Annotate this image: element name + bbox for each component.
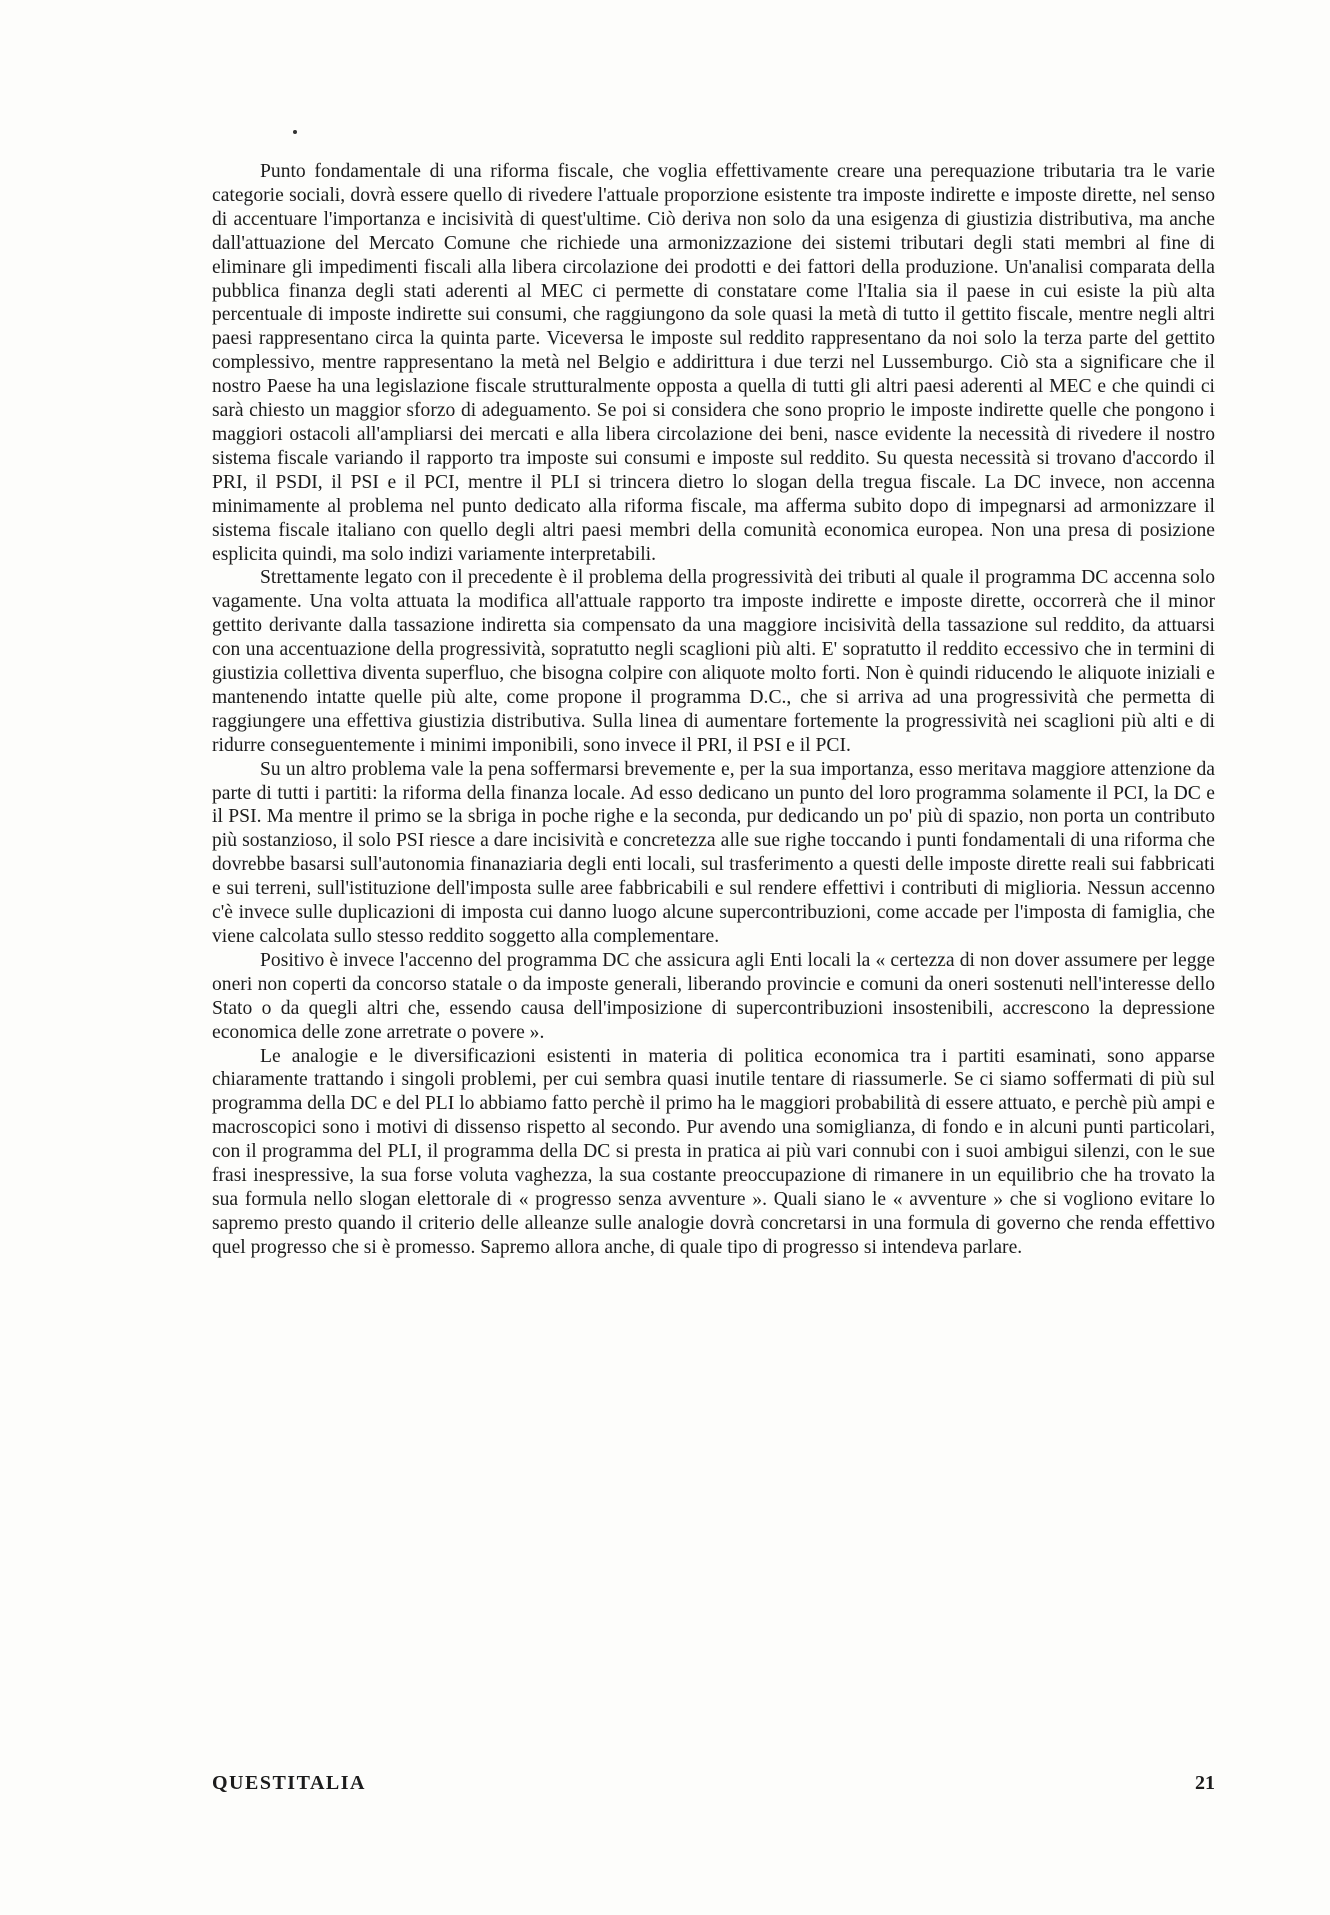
paragraph-fiscal-reform: Punto fondamentale di una riforma fiscale, che voglia effettivamente creare una perequazione tributaria tra le varie categorie sociali, dovrà essere quello di rivedere l'attuale proporzione esistente tra imposte indirette e imposte dirette, nel senso di accentuare l'importanza e incisività di quest'ultime. Ciò deriva non solo da una esigenza di giustizia distributiva, ma anche dall'attuazione del Mercato Comune che richiede una armonizzazione dei sistemi tributari degli stati membri al fine di eliminare gli impedimenti fiscali alla libera circolazione dei prodotti e dei fattori della produzione. Un'analisi comparata della pubblica finanza degli stati aderenti al MEC ci permette di constatare come l'Italia sia il paese in cui esiste la più alta percentuale di imposte indirette sui consumi, che raggiungono da sole quasi la metà di tutto il gettito fiscale, mentre negli altri paesi rappresentano circa la quinta parte. Viceversa le imposte sul reddito rappresentano da noi solo la terza parte del gettito complessivo, mentre rappresentano la metà nel Belgio e addirittura i due terzi nel Lussemburgo. Ciò sta a significare che il nostro Paese ha una legislazione fiscale strutturalmente opposta a quella di tutti gli altri paesi aderenti al MEC e che quindi ci sarà chiesto un maggior sforzo di adeguamento. Se poi si considera che sono proprio le imposte indirette quelle che pongono i maggiori ostacoli all'ampliarsi dei mercati e alla libera circolazione dei beni, nasce evidente la necessità di rivedere il nostro sistema fiscale variando il rapporto tra imposte sui consumi e imposte sul reddito. Su questa necessità si trovano d'accordo il PRI, il PSDI, il PSI e il PCI, mentre il PLI si trincera dietro lo slogan della tregua fiscale. La DC invece, non accenna minimamente al problema nel punto dedicato alla riforma fiscale, ma afferma subito dopo di impegnarsi ad armonizzare il sistema fiscale italiano con quello degli altri paesi membri della comunità economica europea. Non una presa di posizione esplicita quindi, ma solo indizi variamente interpretabili.: [212, 161, 1215, 565]
journal-title: QUESTITALIA: [212, 1772, 366, 1794]
page-number: 21: [1195, 1772, 1215, 1794]
print-speck: [293, 130, 297, 134]
page-footer: [212, 1772, 1215, 1802]
article-body: [212, 160, 1215, 1260]
paragraph-local-finance: Su un altro problema vale la pena soffermarsi brevemente e, per la sua importanza, esso meritava maggiore attenzione da parte di tutti i partiti: la riforma della finanza locale. Ad esso dedicano un punto del loro programma solamente il PCI, la DC e il PSI. Ma mentre il primo se la sbriga in poche righe e la seconda, pur dedicando un po' più di spazio, non porta un contributo più sostanzioso, il solo PSI riesce a dare incisività e concretezza alle sue righe toccando i punti fondamentali di una riforma che dovrebbe basarsi sull'autonomia finanaziaria degli enti locali, sul trasferimento a questi delle imposte dirette reali sui fabbricati e sui terreni, sull'istituzione dell'imposta sulle aree fabbricabili e sul rendere effettivi i contributi di miglioria. Nessun accenno c'è invece sulle duplicazioni di imposta cui danno luogo alcune supercontribuzioni, come accade per l'imposta di famiglia, che viene calcolata sullo stesso reddito soggetto alla complementare.: [212, 758, 1215, 947]
paragraph-dc-local-entities: Positivo è invece l'accenno del programma DC che assicura agli Enti locali la « certezza di non dover assumere per legge oneri non coperti da concorso statale o da imposte generali, liberando provincie e comuni da oneri sostenuti nell'interesse dello Stato o da quegli altri che, essendo causa dell'imposizione di supercontribuzioni insostenibili, accrescono la depressione economica delle zone arretrate o povere ».: [212, 949, 1215, 1043]
paragraph-conclusion: Le analogie e le diversificazioni esistenti in materia di politica economica tra i partiti esaminati, sono apparse chiaramente trattando i singoli problemi, per cui sembra quasi inutile tentare di riassumerle. Se ci siamo soffermati di più sul programma della DC e del PLI lo abbiamo fatto perchè il primo ha le maggiori probabilità di essere attuato, e perchè più ampi e macroscopici sono i motivi di dissenso rispetto al secondo. Pur avendo una somiglianza, di fondo e in alcuni punti particolari, con il programma del PLI, il programma della DC si presta in pratica ai più vari connubi con i suoi ambigui silenzi, con le sue frasi inespressive, la sua forse voluta vaghezza, la sua costante preoccupazione di rimanere in un equilibrio che ha trovato la sua formula nello slogan elettorale di « progresso senza avventure ». Quali siano le « avventure » che si vogliono evitare lo sapremo presto quando il criterio delle alleanze sulle analogie dovrà concretarsi in una formula di governo che renda effettivo quel progresso che si è promesso. Sapremo allora anche, di quale tipo di progresso si intendeva parlare.: [212, 1045, 1215, 1258]
paragraph-progressivity: Strettamente legato con il precedente è il problema della progressività dei tributi al quale il programma DC accenna solo vagamente. Una volta attuata la modifica all'attuale rapporto tra imposte indirette e imposte dirette, occorrerà che il minor gettito derivante dalla tassazione indiretta sia compensato da una maggiore incisività della tassazione sul reddito, da attuarsi con una accentuazione della progressività, sopratutto negli scaglioni più alti. E' sopratutto il reddito eccessivo che in termini di giustizia collettiva diventa superfluo, che bisogna colpire con aliquote molto forti. Non è quindi riducendo le aliquote iniziali e mantenendo intatte quelle più alte, come propone il programma D.C., che si arriva ad una progressività che permetta di raggiungere una effettiva giustizia distributiva. Sulla linea di aumentare fortemente la progressività nei scaglioni più alti e di ridurre conseguentemente i minimi imponibili, sono invece il PRI, il PSI e il PCI.: [212, 567, 1215, 756]
